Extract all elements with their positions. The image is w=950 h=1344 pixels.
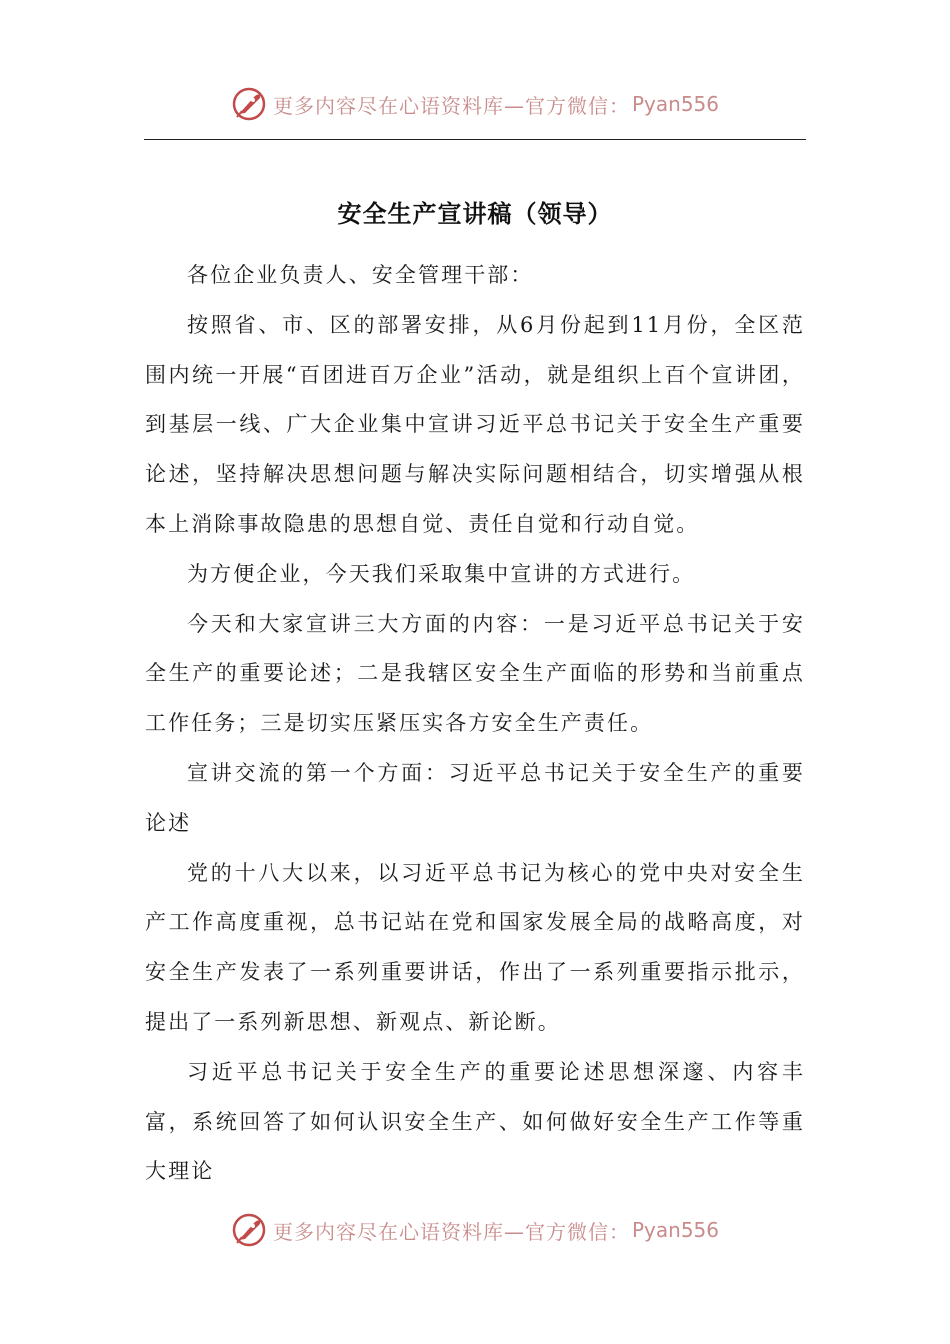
footer-watermark bbox=[0, 1212, 950, 1248]
header-divider bbox=[144, 139, 806, 140]
paragraph: 各位企业负责人、安全管理干部： bbox=[187, 263, 534, 287]
watermark-handle: Pyan556 bbox=[631, 92, 719, 116]
watermark-text: 更多内容尽在心语资料库—官方微信： bbox=[272, 93, 630, 118]
document-body bbox=[145, 251, 805, 1197]
quill-pen-logo-icon bbox=[231, 86, 267, 122]
paragraph: 按照省、市、区的部署安排，从6月份起到11月份，全区范围内统一开展“百团进百万企业”活动，就是组织上百个宣讲团，到基层一线、广大企业集中宣讲习近平总书记关于安全生产重要论述，坚持解决思想问题与解决实际问题相结合，切实增强从根本上消除事故隐患的思想自觉、责任自觉和行动自觉。 bbox=[145, 312, 805, 536]
watermark-handle: Pyan556 bbox=[631, 1218, 719, 1242]
paragraph: 今天和大家宣讲三大方面的内容：一是习近平总书记关于安全生产的重要论述；二是我辖区安全生产面临的形势和当前重点工作任务；三是切实压紧压实各方安全生产责任。 bbox=[145, 611, 805, 736]
paragraph: 党的十八大以来，以习近平总书记为核心的党中央对安全生产工作高度重视，总书记站在党和国家发展全局的战略高度，对安全生产发表了一系列重要讲话，作出了一系列重要指示批示，提出了一系列新思想、新观点、新论断。 bbox=[145, 860, 805, 1034]
header-watermark bbox=[0, 86, 950, 122]
paragraph: 习近平总书记关于安全生产的重要论述思想深邃、内容丰富，系统回答了如何认识安全生产、如何做好安全生产工作等重大理论 bbox=[145, 1059, 805, 1184]
document-title: 安全生产宣讲稿（领导） bbox=[337, 200, 613, 229]
paragraph: 为方便企业，今天我们采取集中宣讲的方式进行。 bbox=[187, 561, 696, 586]
watermark-text: 更多内容尽在心语资料库—官方微信： bbox=[272, 1219, 630, 1244]
quill-pen-logo-icon bbox=[231, 1212, 267, 1248]
paragraph: 宣讲交流的第一个方面：习近平总书记关于安全生产的重要论述 bbox=[145, 760, 805, 835]
